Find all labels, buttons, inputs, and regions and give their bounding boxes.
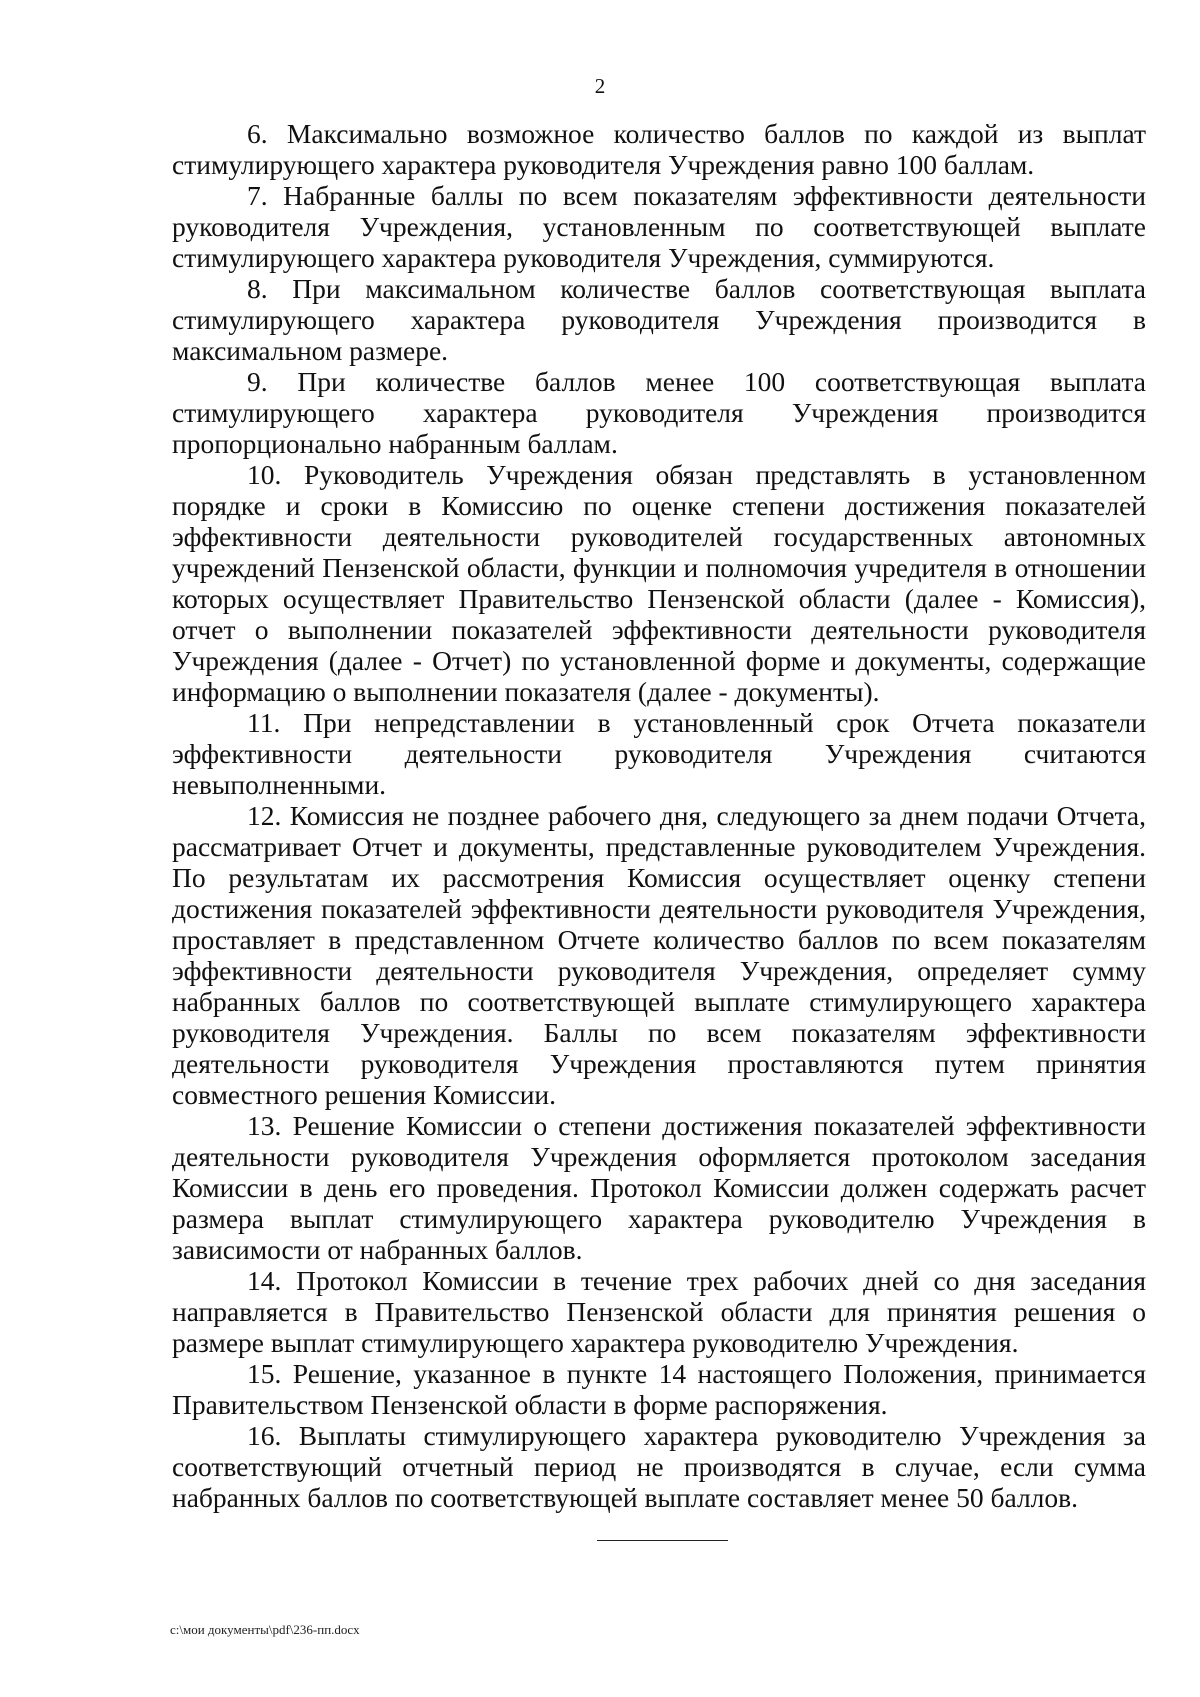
paragraph-15: 15. Решение, указанное в пункте 14 настоящего Положения, принимается Правительством Пензенской области в форме распоряжения. <box>172 1358 1146 1420</box>
footer-file-path: c:\мои документы\pdf\236-пп.docx <box>170 1622 360 1637</box>
end-of-text-rule <box>597 1540 728 1541</box>
paragraph-6: 6. Максимально возможное количество баллов по каждой из выплат стимулирующего характера руководителя Учреждения равно 100 баллам. <box>172 118 1146 180</box>
paragraph-8: 8. При максимальном количестве баллов соответствующая выплата стимулирующего характера руководителя Учреждения производится в максимальном размере. <box>172 273 1146 366</box>
paragraph-12: 12. Комиссия не позднее рабочего дня, следующего за днем подачи Отчета, рассматривает Отчет и документы, представленные руководителем Учреждения. По результатам их рассмотрения Комиссия осуществляет оценку степени достижения показателей эффективности деятельности руководителя Учреждения, проставляет в представленном Отчете количество баллов по всем показателям эффективности деятельности руководителя Учреждения, определяет сумму набранных баллов по соответствующей выплате стимулирующего характера руководителя Учреждения. Баллы по всем показателям эффективности деятельности руководителя Учреждения проставляются путем принятия совместного решения Комиссии. <box>172 800 1146 1110</box>
paragraph-9: 9. При количестве баллов менее 100 соответствующая выплата стимулирующего характера руководителя Учреждения производится пропорционально набранным баллам. <box>172 366 1146 459</box>
document-body <box>172 118 1146 1513</box>
paragraph-10: 10. Руководитель Учреждения обязан представлять в установленном порядке и сроки в Комиссию по оценке степени достижения показателей эффективности деятельности руководителей государственных автономных учреждений Пензенской области, функции и полномочия учредителя в отношении которых осуществляет Правительство Пензенской области (далее - Комиссия), отчет о выполнении показателей эффективности деятельности руководителя Учреждения (далее - Отчет) по установленной форме и документы, содержащие информацию о выполнении показателя (далее - документы). <box>172 459 1146 707</box>
paragraph-13: 13. Решение Комиссии о степени достижения показателей эффективности деятельности руководителя Учреждения оформляется протоколом заседания Комиссии в день его проведения. Протокол Комиссии должен содержать расчет размера выплат стимулирующего характера руководителю Учреждения в зависимости от набранных баллов. <box>172 1110 1146 1265</box>
paragraph-16: 16. Выплаты стимулирующего характера руководителю Учреждения за соответствующий отчетный период не производятся в случае, если сумма набранных баллов по соответствующей выплате составляет менее 50 баллов. <box>172 1420 1146 1513</box>
paragraph-11: 11. При непредставлении в установленный срок Отчета показатели эффективности деятельности руководителя Учреждения считаются невыполненными. <box>172 707 1146 800</box>
paragraph-14: 14. Протокол Комиссии в течение трех рабочих дней со дня заседания направляется в Правительство Пензенской области для принятия решения о размере выплат стимулирующего характера руководителю Учреждения. <box>172 1265 1146 1358</box>
paragraph-7: 7. Набранные баллы по всем показателям эффективности деятельности руководителя Учреждения, установленным по соответствующей выплате стимулирующего характера руководителя Учреждения, суммируются. <box>172 180 1146 273</box>
page-number: 2 <box>594 74 606 98</box>
